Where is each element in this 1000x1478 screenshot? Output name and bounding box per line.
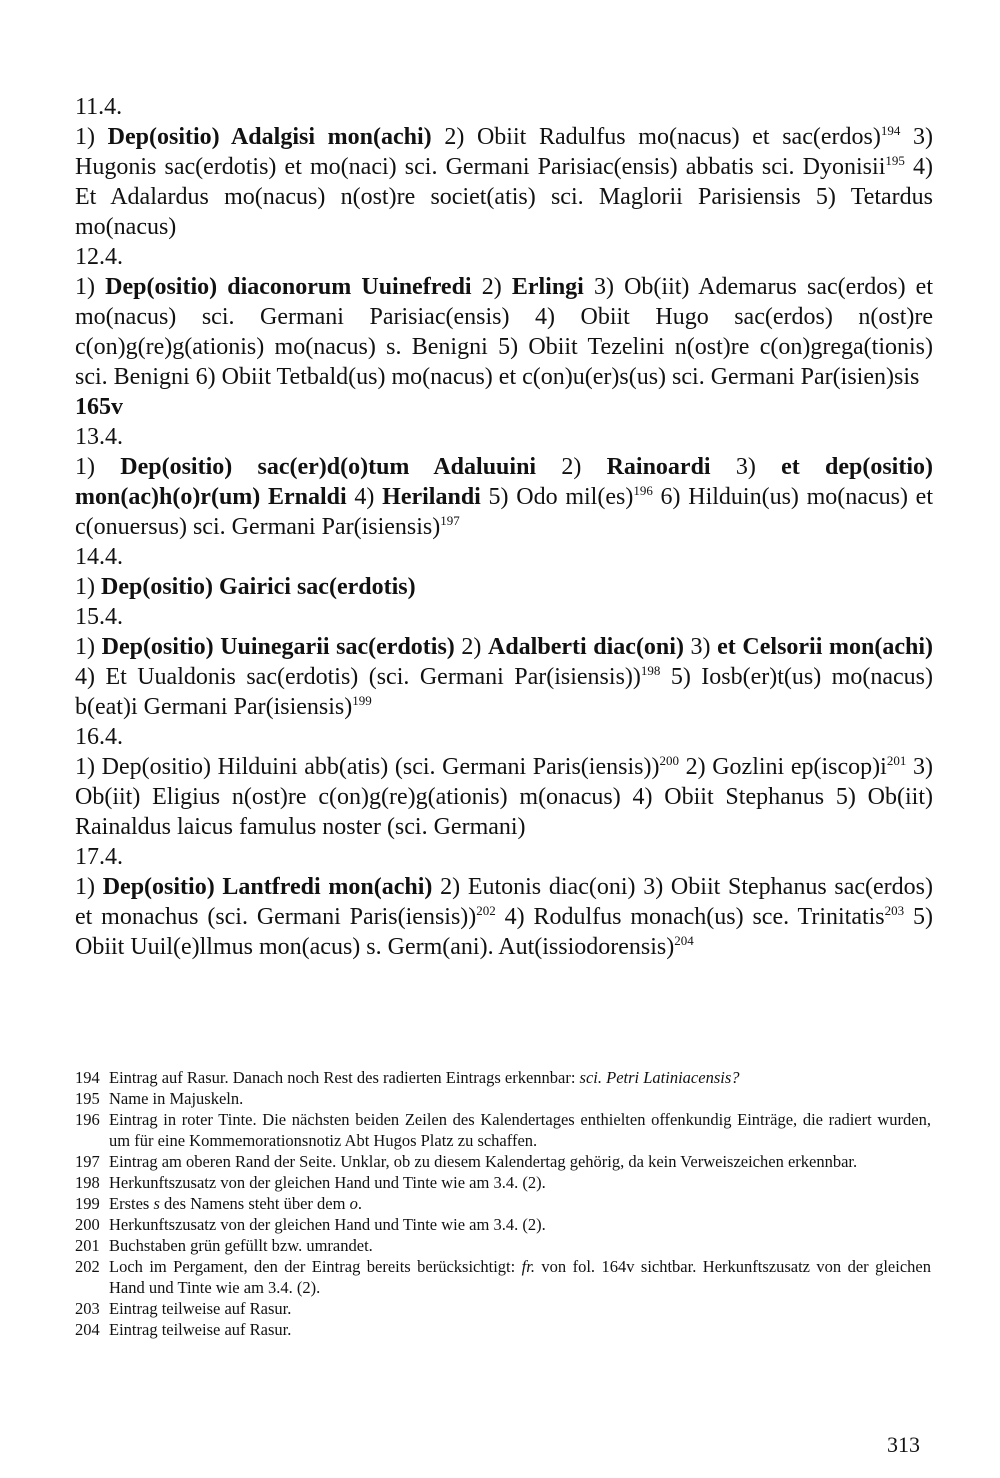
footnote-number: 200 bbox=[75, 1215, 100, 1234]
footnote-number: 195 bbox=[75, 1089, 100, 1108]
footnote-text: Eintrag am oberen Rand der Seite. Unklar, ob zu diesem Kalendertag gehörig, da kein Verweiszeichen erkennbar. bbox=[109, 1152, 858, 1171]
calendar-date: 16.4. bbox=[75, 724, 123, 750]
calendar-entry: 1) Dep(ositio) diaconorum Uuinefredi 2) Erlingi 3) Ob(iit) Ademarus sac(erdos) et mo(nacus) sci. Germani Parisiac(ensis) 4) Obiit Hugo sac(erdos) n(ost)re c(on)g(re)g(ationis) mo(nacus) s. Benigni 5) Obiit Tezelini n(ost)re c(on)grega(tionis) sci. Benigni 6) Obiit Tetbald(us) mo(nacus) et c(on)u(er)s(us) sci. Germani Par(isien)sis bbox=[75, 274, 934, 390]
footnote-number: 202 bbox=[75, 1257, 100, 1276]
footnote bbox=[75, 1256, 931, 1298]
footnote bbox=[75, 1151, 931, 1172]
footnote-text: Herkunftszusatz von der gleichen Hand und Tinte wie am 3.4. (2). bbox=[109, 1173, 546, 1192]
footnote bbox=[75, 1067, 931, 1088]
calendar-entry: 1) Dep(ositio) Gairici sac(erdotis) bbox=[75, 574, 416, 600]
calendar-entries bbox=[75, 92, 933, 962]
footnote-number: 203 bbox=[75, 1299, 100, 1318]
main-text bbox=[75, 92, 933, 962]
footnote bbox=[75, 1298, 931, 1319]
calendar-entry: 1) Dep(ositio) Uuinegarii sac(erdotis) 2) Adalberti diac(oni) 3) et Celsorii mon(achi) 4) Et Uualdonis sac(erdotis) (sci. Germani Par(isiensis))$^{198}$ 5) Iosb(er)t(us) mo(nacus) b(eat)i Germani Par(isiensis)$^{199}$ bbox=[75, 634, 933, 720]
footnote-number: 201 bbox=[75, 1236, 100, 1255]
footnote-text: Loch im Pergament, den der Eintrag bereits berücksichtigt: fr. von fol. 164v sichtbar. Herkunftszusatz von der gleichen Hand und Tinte wie am 3.4. (2). bbox=[109, 1257, 931, 1297]
footnotes bbox=[75, 1067, 931, 1340]
footnote bbox=[75, 1088, 931, 1109]
calendar-date: 11.4. bbox=[75, 94, 123, 120]
footnote bbox=[75, 1319, 931, 1340]
footnote-text: Eintrag in roter Tinte. Die nächsten beiden Zeilen des Kalendertages enthielten offenkundig Einträge, die radiert wurden, um für eine Kommemorationsnotiz Abt Hugos Platz zu schaffen. bbox=[109, 1110, 931, 1150]
footnote-text: Herkunftszusatz von der gleichen Hand und Tinte wie am 3.4. (2). bbox=[109, 1215, 546, 1234]
calendar-entry: 1) Dep(ositio) Hilduini abb(atis) (sci. Germani Paris(iensis))$^{200}$ 2) Gozlini $ep(iscop)i^{201}$ 3) Ob(iit) Eligius n(ost)re c(on)g(re)g(ationis) m(onacus) 4) Obiit Stephanus 5) Ob(iit) Rainaldus laicus famulus noster (sci. Germani) bbox=[75, 753, 933, 840]
folio-label: 165v bbox=[75, 394, 123, 420]
footnote bbox=[75, 1214, 931, 1235]
footnote-text: Erstes s des Namens steht über dem o. bbox=[109, 1194, 362, 1213]
footnote-text: Buchstaben grün gefüllt bzw. umrandet. bbox=[109, 1236, 373, 1255]
footnote bbox=[75, 1235, 931, 1256]
footnote-number: 196 bbox=[75, 1110, 100, 1129]
footnote bbox=[75, 1193, 931, 1214]
page-number: 313 bbox=[887, 1432, 920, 1457]
footnote-number: 198 bbox=[75, 1173, 100, 1192]
footnote-number: 194 bbox=[75, 1068, 100, 1087]
calendar-entry: 1) Dep(ositio) sac(er)d(o)tum Adaluuini 2) Rainoardi 3) et dep(ositio) mon(ac)h(o)r(um) Ernaldi 4) Herilandi 5) Odo mil(es)$^{196}$ 6) Hilduin(us) mo(nacus) et c(onuersus) sci. Germani Par(isiensis)$^{197}$ bbox=[75, 454, 933, 540]
calendar-entry: 1) Dep(ositio) Lantfredi mon(achi) 2) Eutonis diac(oni) 3) Obiit Stephanus sac(erdos) et monachus (sci. Germani Paris(iensis))$^{202}$ 4) Rodulfus monach(us) sce. Trinitatis$^{203}$ 5) Obiit Uuil(e)llmus mon(acus) s. Germ(ani). Aut(issiodorensis)$^{204}$ bbox=[75, 874, 933, 960]
footnote bbox=[75, 1109, 931, 1151]
footnote-number: 197 bbox=[75, 1152, 100, 1171]
footnote-text: Eintrag teilweise auf Rasur. bbox=[109, 1299, 292, 1318]
calendar-date: 13.4. bbox=[75, 424, 123, 450]
calendar-date: 14.4. bbox=[75, 544, 123, 570]
footnote-text: Eintrag teilweise auf Rasur. bbox=[109, 1320, 292, 1339]
footnote-text: Name in Majuskeln. bbox=[109, 1089, 244, 1108]
calendar-entry: 1) Dep(ositio) Adalgisi mon(achi) 2) Obiit Radulfus mo(nacus) et sac(erdos)$^{194}$ 3) Hugonis sac(erdotis) et mo(naci) sci. Germani Parisiac(ensis) abbatis sci. Dyonisii$^{195}$ 4) Et Adalardus mo(nacus) n(ost)re societ(atis) sci. Maglorii Parisiensis 5) Tetardus mo(nacus) bbox=[75, 123, 933, 240]
footnote-text: Eintrag auf Rasur. Danach noch Rest des radierten Eintrags erkennbar: sci. Petri Latiniacensis? bbox=[109, 1068, 740, 1087]
calendar-date: 17.4. bbox=[75, 844, 123, 870]
calendar-date: 15.4. bbox=[75, 604, 123, 630]
footnote bbox=[75, 1172, 931, 1193]
footnote-number: 204 bbox=[75, 1320, 100, 1339]
footnote-number: 199 bbox=[75, 1194, 100, 1213]
calendar-date: 12.4. bbox=[75, 244, 123, 270]
